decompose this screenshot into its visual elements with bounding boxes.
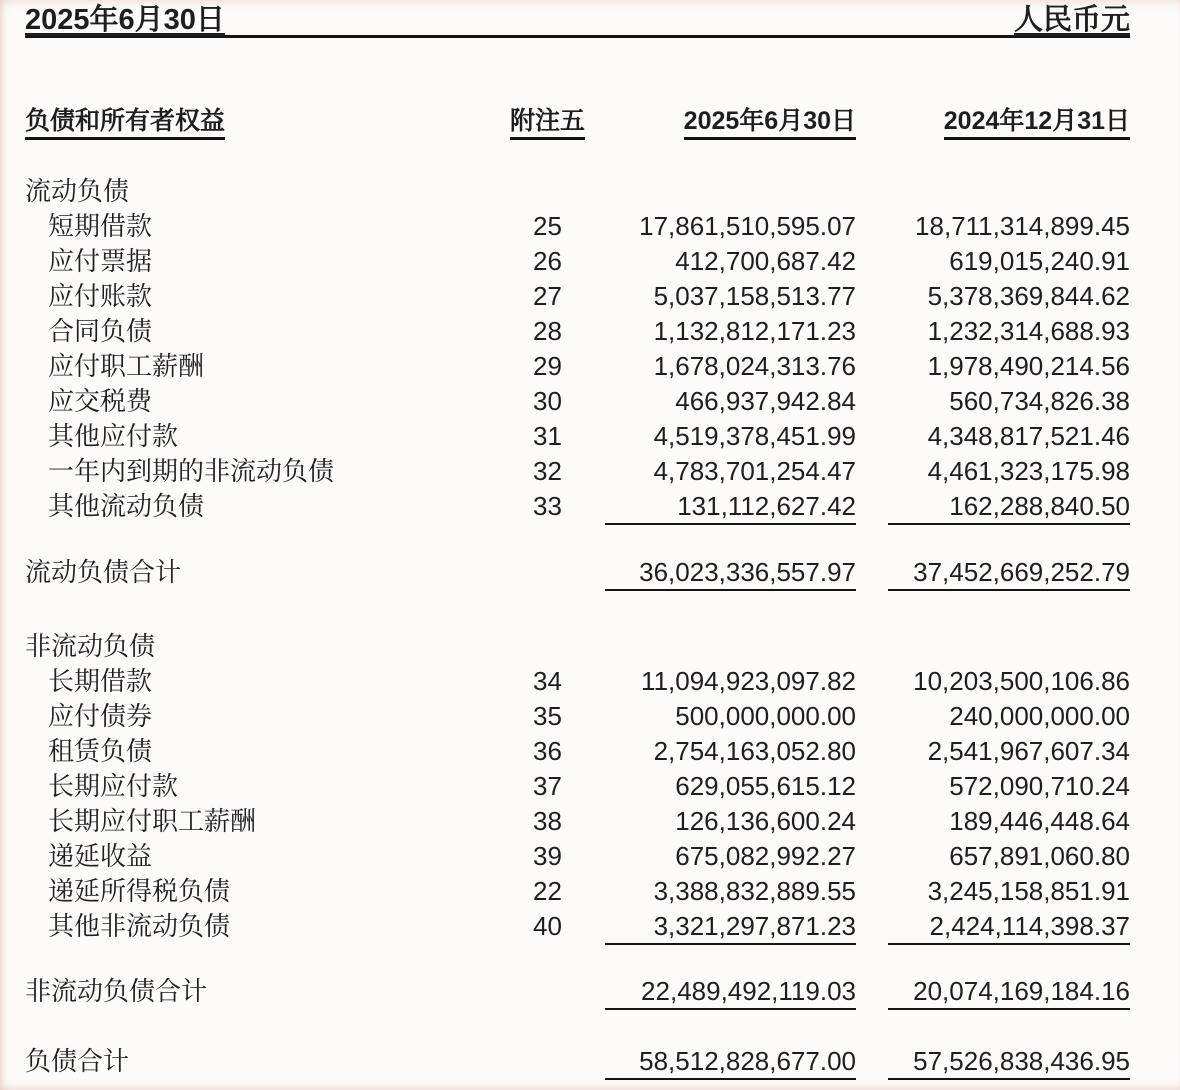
table-row	[25, 420, 1130, 455]
column-header-period-current: 2025年6月30日	[684, 107, 856, 140]
row-value-prior: 2,541,967,607.34	[927, 736, 1130, 766]
row-value-current: 500,000,000.00	[675, 701, 856, 731]
row-label: 长期应付款	[48, 771, 179, 801]
row-note-number: 28	[533, 316, 562, 346]
row-value-current: 4,783,701,254.47	[653, 456, 856, 486]
table-column-headers	[25, 107, 1130, 140]
row-value-prior: 10,203,500,106.86	[913, 666, 1130, 696]
table-row	[25, 350, 1130, 385]
table-row	[25, 245, 1130, 280]
section-header-current-liabilities: 流动负债	[25, 176, 130, 206]
row-label: 长期借款	[48, 666, 153, 696]
subtotal-value-prior: 20,074,169,184.16	[888, 975, 1130, 1010]
row-note-number: 37	[533, 771, 562, 801]
row-label: 其他流动负债	[48, 491, 205, 521]
subtotal-row-non-current-liabilities	[25, 975, 1130, 1010]
row-value-current: 675,082,992.27	[675, 841, 856, 871]
row-note-number: 33	[533, 491, 562, 521]
row-value-current: 17,861,510,595.07	[639, 211, 856, 241]
row-label: 租赁负债	[48, 736, 153, 766]
row-label: 长期应付职工薪酬	[48, 806, 257, 836]
row-value-prior: 1,232,314,688.93	[927, 316, 1130, 346]
section-header-row	[25, 630, 1130, 665]
row-value-prior: 4,348,817,521.46	[927, 421, 1130, 451]
row-label: 应付票据	[48, 246, 153, 276]
row-value-current: 629,055,615.12	[675, 771, 856, 801]
table-row	[25, 455, 1130, 490]
column-header-note: 附注五	[510, 107, 585, 140]
table-row	[25, 700, 1130, 735]
table-row	[25, 385, 1130, 420]
subtotal-label: 流动负债合计	[25, 557, 182, 587]
row-note-number: 25	[533, 211, 562, 241]
row-note-number: 31	[533, 421, 562, 451]
table-row	[25, 210, 1130, 245]
document-header	[25, 0, 1130, 38]
subtotal-value-current: 22,489,492,119.03	[605, 975, 856, 1010]
row-value-current: 131,112,627.42	[605, 490, 856, 525]
row-value-prior: 1,978,490,214.56	[927, 351, 1130, 381]
row-label: 短期借款	[48, 211, 153, 241]
row-label: 合同负债	[48, 316, 153, 346]
row-note-number: 35	[533, 701, 562, 731]
row-label: 一年内到期的非流动负债	[48, 456, 335, 486]
row-value-prior: 3,245,158,851.91	[927, 876, 1130, 906]
row-note-number: 34	[533, 666, 562, 696]
section-header-row	[25, 175, 1130, 210]
column-header-period-prior: 2024年12月31日	[944, 107, 1130, 140]
row-label: 应付职工薪酬	[48, 351, 205, 381]
row-label: 其他非流动负债	[48, 911, 231, 941]
row-note-number: 26	[533, 246, 562, 276]
row-note-number: 22	[533, 876, 562, 906]
table-row	[25, 665, 1130, 700]
row-value-prior: 619,015,240.91	[949, 246, 1130, 276]
row-note-number: 30	[533, 386, 562, 416]
row-value-current: 4,519,378,451.99	[653, 421, 856, 451]
column-header-liabilities-equity: 负债和所有者权益	[25, 107, 225, 140]
row-value-prior: 560,734,826.38	[949, 386, 1130, 416]
table-row	[25, 735, 1130, 770]
total-liabilities-value-prior: 57,526,838,436.95	[888, 1045, 1130, 1080]
row-value-prior: 657,891,060.80	[949, 841, 1130, 871]
currency-unit-label: 人民币元	[1013, 4, 1130, 36]
row-value-current: 466,937,942.84	[675, 386, 856, 416]
row-note-number: 38	[533, 806, 562, 836]
subtotal-value-prior: 37,452,669,252.79	[888, 556, 1130, 591]
table-row	[25, 840, 1130, 875]
row-value-current: 3,388,832,889.55	[653, 876, 856, 906]
row-value-current: 1,132,812,171.23	[653, 316, 856, 346]
row-value-prior: 572,090,710.24	[949, 771, 1130, 801]
table-row	[25, 315, 1130, 350]
row-value-prior: 189,446,448.64	[949, 806, 1130, 836]
table-row	[25, 770, 1130, 805]
row-label: 应交税费	[48, 386, 153, 416]
row-label: 应付账款	[48, 281, 153, 311]
statement-date-title: 2025年6月30日	[25, 4, 225, 36]
section-header-non-current-liabilities: 非流动负债	[25, 631, 156, 661]
row-value-prior: 162,288,840.50	[888, 490, 1130, 525]
row-note-number: 27	[533, 281, 562, 311]
row-value-current: 412,700,687.42	[675, 246, 856, 276]
row-note-number: 36	[533, 736, 562, 766]
row-note-number: 32	[533, 456, 562, 486]
row-label: 其他应付款	[48, 421, 179, 451]
row-value-current: 5,037,158,513.77	[653, 281, 856, 311]
row-value-current: 2,754,163,052.80	[653, 736, 856, 766]
table-row	[25, 910, 1130, 945]
row-note-number: 39	[533, 841, 562, 871]
table-row	[25, 805, 1130, 840]
row-value-current: 126,136,600.24	[675, 806, 856, 836]
subtotal-row-current-liabilities	[25, 556, 1130, 591]
row-value-prior: 4,461,323,175.98	[927, 456, 1130, 486]
table-row	[25, 490, 1130, 525]
total-liabilities-value-current: 58,512,828,677.00	[605, 1045, 856, 1080]
row-label: 递延所得税负债	[48, 876, 231, 906]
row-value-current: 1,678,024,313.76	[653, 351, 856, 381]
row-value-prior: 5,378,369,844.62	[927, 281, 1130, 311]
row-value-current: 3,321,297,871.23	[605, 910, 856, 945]
row-label: 应付债券	[48, 701, 153, 731]
row-value-prior: 240,000,000.00	[949, 701, 1130, 731]
table-row	[25, 280, 1130, 315]
row-note-number: 29	[533, 351, 562, 381]
row-note-number: 40	[533, 911, 562, 941]
row-value-prior: 18,711,314,899.45	[915, 211, 1130, 241]
subtotal-label: 非流动负债合计	[25, 976, 208, 1006]
row-value-prior: 2,424,114,398.37	[888, 910, 1130, 945]
subtotal-value-current: 36,023,336,557.97	[605, 556, 856, 591]
row-value-current: 11,094,923,097.82	[641, 666, 856, 696]
row-label: 递延收益	[48, 841, 153, 871]
table-row	[25, 875, 1130, 910]
total-liabilities-label: 负债合计	[25, 1046, 130, 1076]
total-liabilities-row	[25, 1045, 1130, 1080]
